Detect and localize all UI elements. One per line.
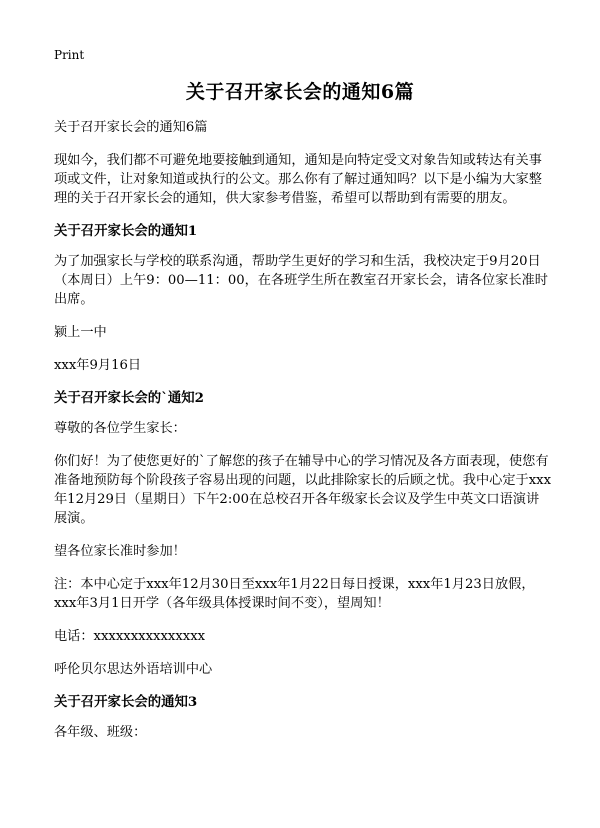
document-body bbox=[54, 118, 552, 756]
section1-date: xxx年9月16日 bbox=[54, 358, 142, 373]
section2-request: 望各位家长准时参加！ bbox=[54, 544, 186, 559]
section3-greeting: 各年级、班级： bbox=[54, 725, 147, 740]
print-link[interactable]: Print bbox=[54, 48, 85, 62]
section2-body: 你们好！为了使您更好的`了解您的孩子在辅导中心的学习情况及各方面表现，使您有准备地预防每个阶段孩子容易出现的问题，以此排除家长的后顾之忧。我中心定于xxx年12月29日（星期日）下午2:00在总校召开各年级家长会议及学生中英文口语演讲展演。 bbox=[54, 454, 552, 526]
section1-signature: 颍上一中 bbox=[54, 325, 107, 340]
section-heading-2: 关于召开家长会的`通知2 bbox=[54, 390, 204, 406]
subtitle-line: 关于召开家长会的通知6篇 bbox=[54, 120, 208, 135]
section-heading-3: 关于召开家长会的通知3 bbox=[54, 694, 198, 710]
section2-note: 注：本中心定于xxx年12月30日至xxx年1月22日每日授课，xxx年1月23日放假，xxx年3月1日开学（各年级具体授课时间不变），望周知！ bbox=[54, 577, 535, 611]
section2-phone: 电话：xxxxxxxxxxxxxxx bbox=[54, 629, 206, 644]
page-title: 关于召开家长会的通知6篇 bbox=[185, 81, 415, 103]
section2-greeting: 尊敬的各位学生家长： bbox=[54, 421, 186, 436]
section-heading-1: 关于召开家长会的通知1 bbox=[54, 223, 198, 239]
section2-organization: 呼伦贝尔思达外语培训中心 bbox=[54, 662, 213, 677]
intro-paragraph: 现如今，我们都不可避免地要接触到通知，通知是向特定受文对象告知或转达有关事项或文件，让对象知道或执行的公文。那么你有了解过通知吗？以下是小编为大家整理的关于召开家长会的通知，供大家参考借鉴，希望可以帮助到有需要的朋友。 bbox=[54, 153, 542, 206]
section1-body: 为了加强家长与学校的联系沟通，帮助学生更好的学习和生活，我校决定于9月20日（本周日）上午9：00—11：00，在各班学生所在教室召开家长会，请各位家长准时出席。 bbox=[54, 254, 548, 307]
